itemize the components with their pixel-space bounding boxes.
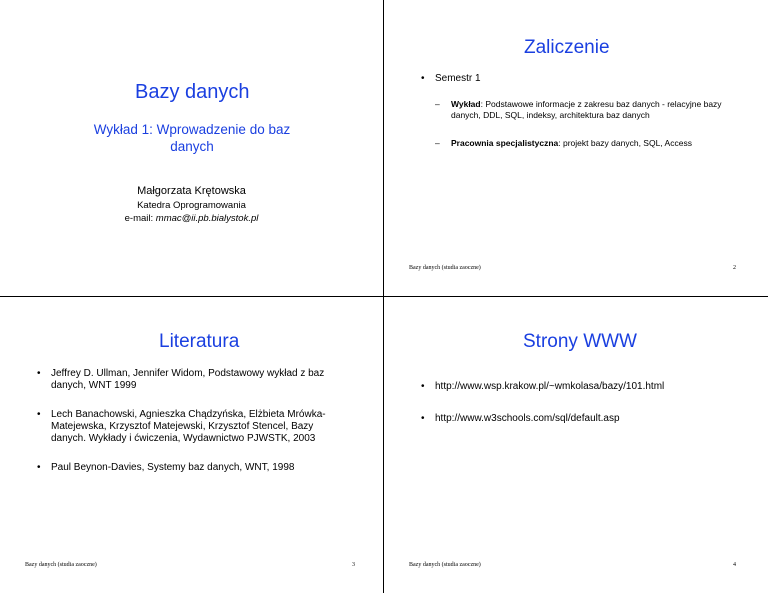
slide-2-title: Zaliczenie: [524, 37, 610, 58]
slide-2-footer: Bazy danych (studia zaoczne): [409, 265, 481, 271]
slide-4-page-number: 4: [733, 562, 736, 568]
slide-2-page-number: 2: [733, 265, 736, 271]
slide-3-title: Literatura: [159, 331, 240, 352]
link-item: • http://www.wsp.krakow.pl/~wmkolasa/bazy/101.html: [421, 381, 665, 392]
sub-item-wyklad: – Wykład: Podstawowe informacje z zakresu baz danych - relacyjne bazy danych, DDL, SQL, indeksy, architektura baz danych: [435, 99, 722, 120]
sub-item-pracownia: – Pracownia specjalistyczna: projekt bazy danych, SQL, Access: [435, 138, 692, 148]
slide-4-title: Strony WWW: [523, 331, 637, 352]
slide-1-subtitle: Wykład 1: Wprowadzenie do baz danych: [93, 122, 291, 154]
reference-item: • Paul Beynon-Davies, Systemy baz danych, WNT, 1998: [37, 462, 295, 473]
department: Katedra Oprogramowania: [137, 200, 246, 211]
email-link[interactable]: mmac@ii.pb.bialystok.pl: [155, 213, 259, 224]
reference-item: • Jeffrey D. Ullman, Jennifer Widom, Podstawowy wykład z baz danych, WNT 1999: [37, 368, 325, 391]
slide-3-footer: Bazy danych (studia zaoczne): [25, 562, 97, 568]
slide-3-page-number: 3: [352, 562, 355, 568]
reference-item: • Lech Banachowski, Agnieszka Chądzyńska, Elżbieta Mrówka-Matejewska, Krzysztof Matejewski, Krzysztof Stencel, Bazy danych. Wykłady i ćwiczenia, Wydawnictwo PJWSTK, 2003: [37, 409, 326, 444]
link-item: • http://www.w3schools.com/sql/default.asp: [421, 413, 620, 424]
url-link[interactable]: http://www.w3schools.com/sql/default.asp: [435, 413, 620, 424]
list-item: • Semestr 1: [421, 73, 481, 84]
slide-2-list: [421, 73, 481, 85]
horizontal-divider: [0, 296, 768, 297]
email-line: [0, 213, 383, 224]
slide-4-footer: Bazy danych (studia zaoczne): [409, 562, 481, 568]
author-name: Małgorzata Krętowska: [137, 185, 246, 197]
url-link[interactable]: http://www.wsp.krakow.pl/~wmkolasa/bazy/101.html: [435, 381, 665, 392]
email-label: e-mail:: [124, 213, 154, 224]
slide-1-title: Bazy danych: [135, 81, 250, 103]
